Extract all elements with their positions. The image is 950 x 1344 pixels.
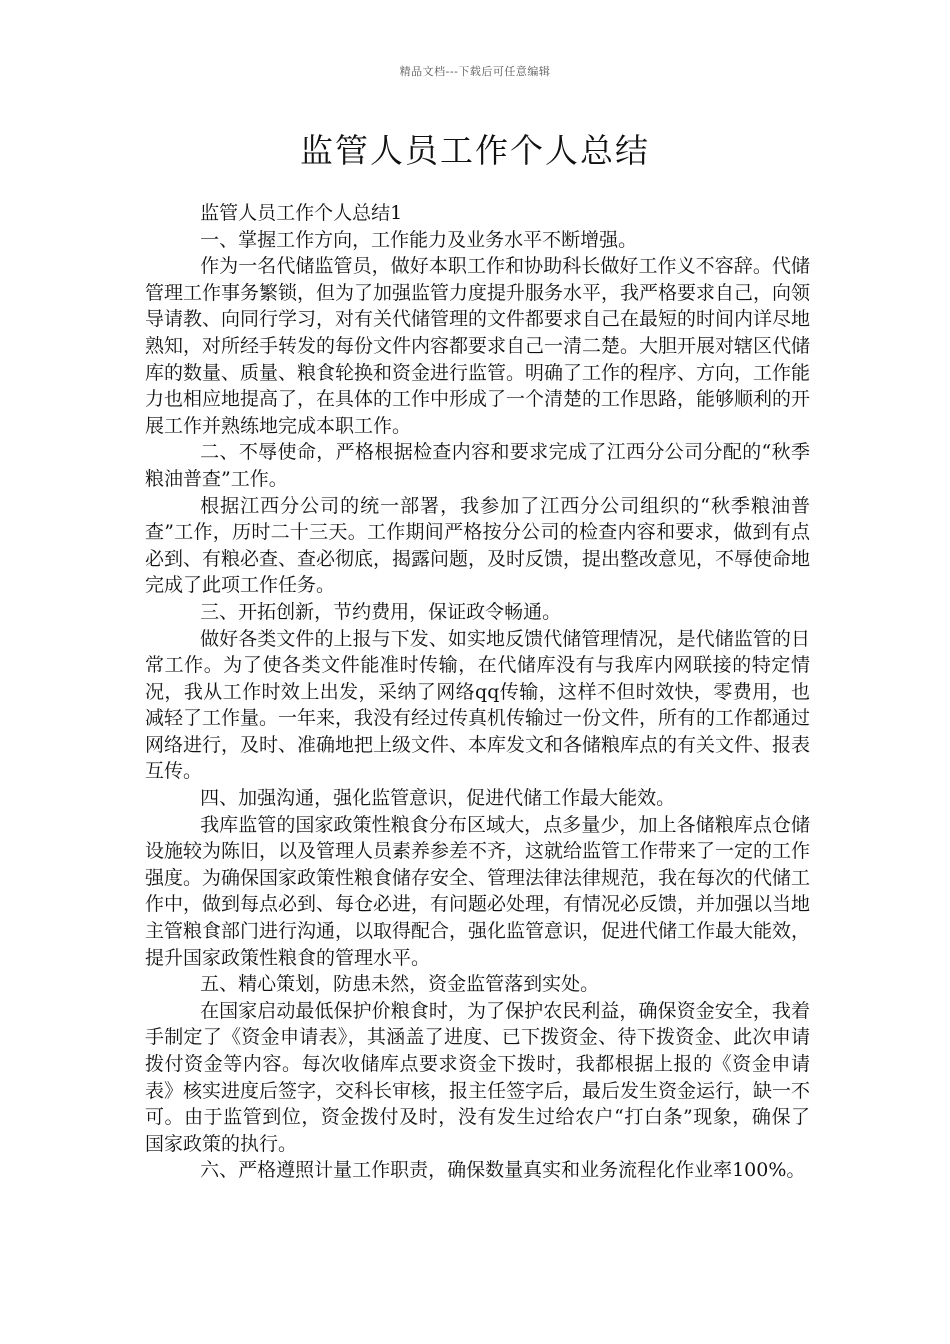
paragraph-subtitle: 监管人员工作个人总结1: [200, 202, 403, 224]
section-heading-6: 六、严格遵照计量工作职责，确保数量真实和业务流程化作业率100%。: [200, 1159, 806, 1182]
section-heading-3: 三、开拓创新，节约费用，保证政令畅通。: [200, 600, 562, 623]
section-heading-1: 一、掌握工作方向，工作能力及业务水平不断增强。: [200, 228, 638, 251]
paragraph: 根据江西分公司的统一部署，我参加了江西分公司组织的“秋季粮油普查”工作，历时二十三天。工作期间严格按分公司的检查内容和要求，做到有点必到、有粮必查、查必彻底，揭露问题，及时反馈，提出整改意见，不辱使命地完成了此项工作任务。: [145, 494, 811, 597]
section-heading-4: 四、加强沟通，强化监管意识，促进代储工作最大能效。: [200, 787, 676, 810]
paragraph: 作为一名代储监管员，做好本职工作和协助科长做好工作义不容辞。代储管理工作事务繁锁，但为了加强监管力度提升服务水平，我严格要求自己，向领导请教、向同行学习，对有关代储管理的文件都要求自己在最短的时间内详尽地熟知，对所经手转发的每份文件内容都要求自己一清二楚。大胆开展对辖区代储库的数量、质量、粮食轮换和资金进行监管。明确了工作的程序、方向，工作能力也相应地提高了，在具体的工作中形成了一个清楚的工作思路，能够顺利的开展工作并熟练地完成本职工作。: [145, 255, 811, 437]
page-header: 精品文档---下载后可任意编辑: [399, 65, 551, 78]
paragraph: 我库监管的国家政策性粮食分布区域大，点多量少，加上各储粮库点仓储设施较为陈旧，以及管理人员素养参差不齐，这就给监管工作带来了一定的工作强度。为确保国家政策性粮食储存安全、管理法律法律规范，我在每次的代储工作中，做到每点必到、每仓必进，有问题必处理，有情况必反馈，并加强以当地主管粮食部门进行沟通，以取得配合，强化监管意识，促进代储工作最大能效，提升国家政策性粮食的管理水平。: [145, 813, 811, 969]
document-title: 监管人员工作个人总结: [300, 131, 650, 170]
paragraph: 做好各类文件的上报与下发、如实地反馈代储管理情况，是代储监管的日常工作。为了使各类文件能准时传输，在代储库没有与我库内网联接的特定情况，我从工作时效上出发，采纳了网络qq传输，这样不但时效快，零费用，也减轻了工作量。一年来，我没有经过传真机传输过一份文件，所有的工作都通过网络进行，及时、准确地把上级文件、本库发文和各储粮库点的有关文件、报表互传。: [145, 627, 811, 783]
document-body: [145, 200, 810, 1184]
section-heading-2: 二、不辱使命，严格根据检查内容和要求完成了江西分公司分配的“秋季粮油普查”工作。: [145, 441, 810, 490]
section-heading-5: 五、精心策划，防患未然，资金监管落到实处。: [200, 973, 600, 996]
paragraph: 在国家启动最低保护价粮食时，为了保护农民利益，确保资金安全，我着手制定了《资金申请表》，其涵盖了进度、已下拨资金、待下拨资金、此次申请拨付资金等内容。每次收储库点要求资金下拨时，我都根据上报的《资金申请表》核实进度后签字，交科长审核，报主任签字后，最后发生资金运行，缺一不可。由于监管到位，资金拨付及时，没有发生过给农户“打白条”现象，确保了国家政策的执行。: [145, 999, 811, 1155]
